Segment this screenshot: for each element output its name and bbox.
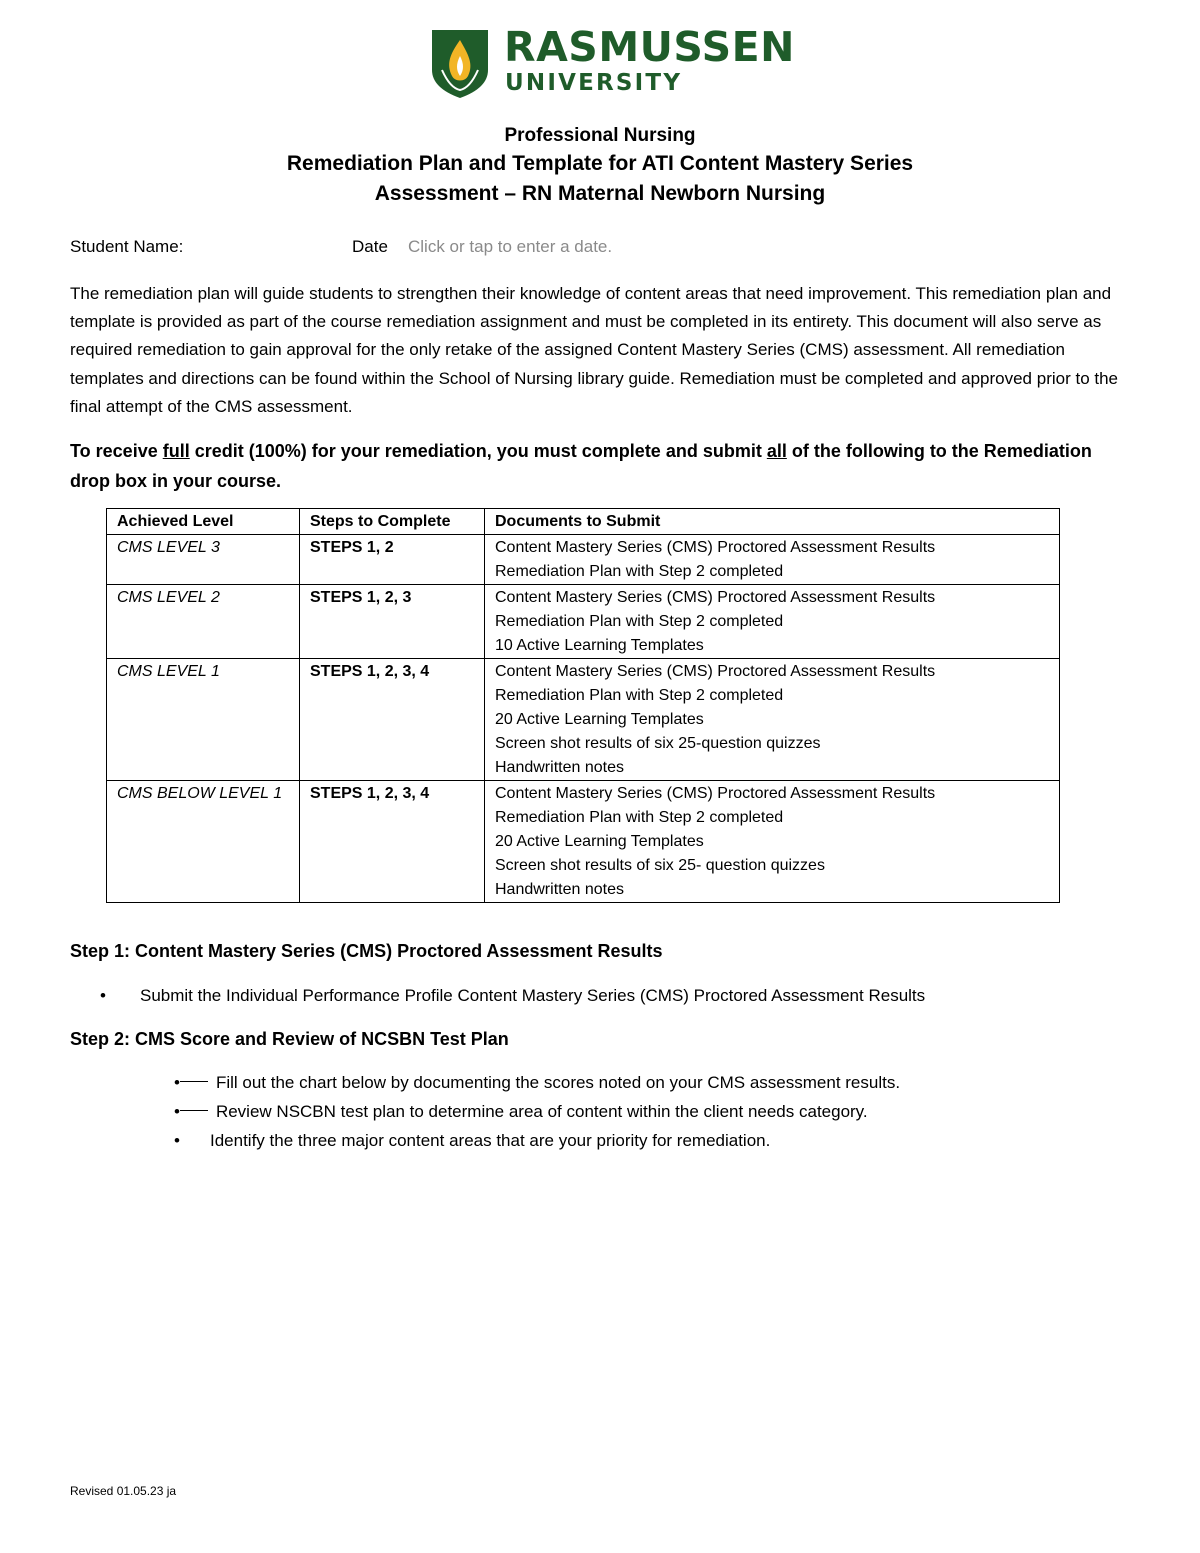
level-cell: CMS LEVEL 2 [107,585,300,659]
document-item: Content Mastery Series (CMS) Proctored Assessment Results [495,785,936,802]
logo-line-2: UNIVERSITY [505,70,683,96]
document-item: Content Mastery Series (CMS) Proctored Assessment Results [495,589,936,606]
document-item: Screen shot results of six 25-question quizzes [495,735,821,752]
intro-paragraph: The remediation plan will guide students to strengthen their knowledge of content areas that need improvement. This remediation plan and template is provided as part of the course remediation assignment and must be completed in its entirety. This document will also serve as required remediation to gain approval for the only retake of the assigned Content Mastery Series (CMS) assessment. All remediation templates and directions can be found within the School of Nursing library guide. Remediation must be completed and approved prior to the final attempt of the CMS assessment. [70,284,1118,416]
step-2-item [174,1073,900,1093]
shield-flame-icon [428,26,492,100]
document-item: 20 Active Learning Templates [495,833,704,850]
document-title-line-2: Assessment – RN Maternal Newborn Nursing [374,182,826,205]
document-item: Remediation Plan with Step 2 completed [495,563,784,580]
document-item: 20 Active Learning Templates [495,711,704,728]
table-row [107,781,1060,903]
step-1-item [100,986,925,1006]
table-header-row [107,509,1060,535]
date-input[interactable] [404,234,712,260]
step-2-heading: Step 2: CMS Score and Review of NCSBN Test Plan [70,1029,509,1049]
step-2-item-text: Identify the three major content areas that are your priority for remediation. [210,1131,771,1150]
dash-line-icon [180,1081,208,1082]
program-heading: Professional Nursing [504,125,696,146]
credit-text-2: credit (100%) for your remediation, you must complete and submit [189,441,767,461]
document-title-line-1: Remediation Plan and Template for ATI Content Mastery Series [286,152,914,175]
steps-cell: STEPS 1, 2, 3, 4 [300,659,485,781]
documents-cell [485,535,1060,585]
step-2-item-text: Review NSCBN test plan to determine area of content within the client needs category. [215,1102,868,1121]
logo-wordmark [504,24,795,96]
steps-cell: STEPS 1, 2 [300,535,485,585]
level-cell: CMS BELOW LEVEL 1 [107,781,300,903]
document-item: Remediation Plan with Step 2 completed [495,687,784,704]
step-1-item-text: Submit the Individual Performance Profile Content Mastery Series (CMS) Proctored Assessment Results [140,986,926,1005]
bullet-icon: • [100,986,106,1005]
bullet-icon: • [174,1073,180,1092]
documents-cell [485,585,1060,659]
logo-line-1: RASMUSSEN [504,23,795,71]
table-row [107,585,1060,659]
documents-cell [485,781,1060,903]
revision-note: Revised 01.05.23 ja [70,1484,177,1498]
table-row [107,535,1060,585]
steps-cell: STEPS 1, 2, 3 [300,585,485,659]
header-achieved-level: Achieved Level [107,509,300,535]
bullet-icon: • [174,1102,180,1121]
document-item: Handwritten notes [495,881,624,898]
bullet-icon: • [174,1131,180,1150]
step-2-item-text: Fill out the chart below by documenting the scores noted on your CMS assessment results. [215,1073,901,1092]
credit-full: full [162,441,190,461]
document-item: Remediation Plan with Step 2 completed [495,809,784,826]
credit-all: all [766,441,787,461]
dash-line-icon [180,1110,208,1111]
step-1-heading: Step 1: Content Mastery Series (CMS) Proctored Assessment Results [70,941,663,961]
requirements-table [106,508,1060,903]
student-name-label: Student Name: [70,237,184,256]
document-item: Content Mastery Series (CMS) Proctored Assessment Results [495,539,936,556]
date-label: Date [352,237,388,256]
credit-text-3: of the following to the Remediation drop box in your course. [70,441,1092,491]
step-2-item [174,1131,770,1151]
table-row [107,659,1060,781]
step-2-item [174,1102,868,1122]
steps-cell: STEPS 1, 2, 3, 4 [300,781,485,903]
credit-instructions [70,436,1130,496]
document-item: 10 Active Learning Templates [495,637,704,654]
document-item: Remediation Plan with Step 2 completed [495,613,784,630]
document-item: Handwritten notes [495,759,624,776]
university-logo [428,23,795,100]
document-item: Content Mastery Series (CMS) Proctored Assessment Results [495,663,936,680]
documents-cell [485,659,1060,781]
header-steps-to-complete: Steps to Complete [300,509,485,535]
document-item: Screen shot results of six 25- question quizzes [495,857,825,874]
credit-text-1: To receive [70,441,163,461]
level-cell: CMS LEVEL 3 [107,535,300,585]
level-cell: CMS LEVEL 1 [107,659,300,781]
header-documents-to-submit: Documents to Submit [485,509,1060,535]
